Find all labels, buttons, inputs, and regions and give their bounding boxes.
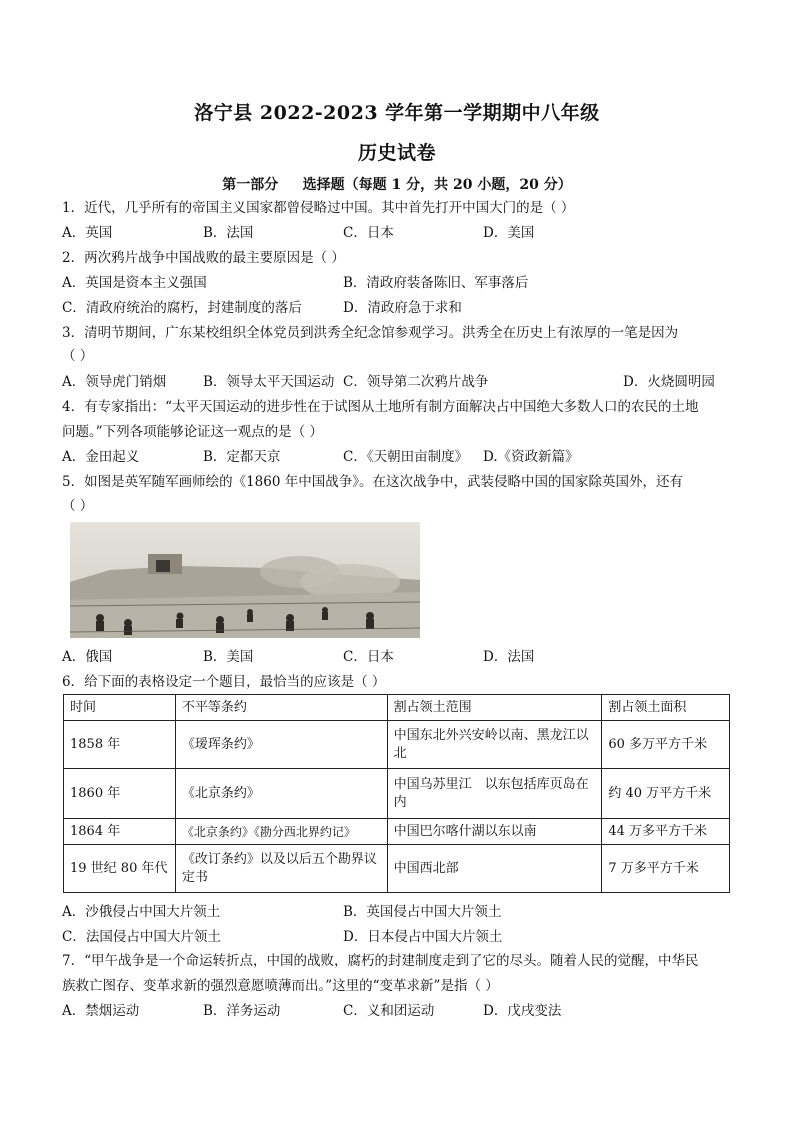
q1-option-d: D．美国	[483, 225, 535, 241]
q6-option-c: C．法国侵占中国大片领土	[62, 929, 221, 945]
q1-option-b: B．法国	[203, 225, 254, 241]
table-cell: 1860 年	[64, 769, 176, 819]
q2-option-c: C．清政府统治的腐朽，封建制度的落后	[62, 300, 302, 316]
question-5-stem: 5．如图是英军随军画师绘的《1860 年中国战争》。在这次战争中，武装侵略中国的国家除英国外，还有	[62, 474, 683, 490]
q7-option-a: A．禁烟运动	[62, 1003, 140, 1019]
table-header: 时间	[64, 695, 176, 721]
question-4-stem: 4．有专家指出：“太平天国运动的进步性在于试图从土地所有制方面解决占中国绝大多数人口的农民的土地	[62, 399, 699, 415]
q7-option-c: C．义和团运动	[343, 1003, 435, 1019]
q1-option-a: A．英国	[62, 225, 113, 241]
q2-option-d: D．清政府急于求和	[343, 300, 462, 316]
table-row	[64, 721, 730, 769]
q4-option-b: B．定都天京	[203, 449, 281, 465]
table-cell: 《北京条约》《勘分西北界约记》	[175, 819, 387, 845]
q4-option-a: A．金田起义	[62, 449, 140, 465]
table-header: 割占领土面积	[602, 695, 730, 721]
question-2-stem: 2．两次鸦片战争中国战败的最主要原因是（ ）	[62, 250, 345, 266]
table-header: 不平等条约	[175, 695, 387, 721]
q5-option-a: A．俄国	[62, 649, 113, 665]
q2-option-b: B．清政府装备陈旧、军事落后	[343, 275, 529, 291]
q5-option-b: B．美国	[203, 649, 254, 665]
question-6-stem: 6．给下面的表格设定一个题目，最恰当的应该是（ ）	[62, 674, 386, 690]
table-header-row	[64, 695, 730, 721]
table-cell: 44 万多平方千米	[602, 819, 730, 845]
q3-option-a: A．领导虎门销烟	[62, 374, 167, 390]
table-cell: 7 万多平方千米	[602, 845, 730, 893]
war-illustration-sketch	[70, 522, 420, 638]
table-cell: 《改订条约》以及以后五个勘界议定书	[175, 845, 387, 893]
question-5-stem-cont: （ ）	[62, 498, 94, 514]
question-3-stem-cont: （ ）	[62, 348, 94, 364]
q4-option-d: D.《资政新篇》	[483, 449, 579, 465]
exam-subject: 历史试卷	[357, 142, 436, 164]
q5-option-c: C．日本	[343, 649, 394, 665]
table-row	[64, 819, 730, 845]
table-cell: 约 40 万平方千米	[602, 769, 730, 819]
war-illustration	[70, 522, 420, 638]
q5-option-d: D．法国	[483, 649, 535, 665]
table-cell: 中国乌苏里江 以东包括库页岛在内	[387, 769, 602, 819]
q3-option-d: D．火烧圆明园	[623, 374, 715, 390]
q6-option-d: D．日本侵占中国大片领土	[343, 929, 503, 945]
territory-table	[63, 694, 730, 893]
q7-option-b: B．洋务运动	[203, 1003, 281, 1019]
q3-option-b: B．领导太平天国运动	[203, 374, 335, 390]
question-4-stem-cont: 问题。”下列各项能够论证这一观点的是（ ）	[62, 424, 323, 440]
table-cell: 60 多万平方千米	[602, 721, 730, 769]
exam-title: 洛宁县 2022-2023 学年第一学期期中八年级	[194, 102, 600, 124]
question-3-stem: 3．清明节期间，广东某校组织全体党员到洪秀全纪念馆参观学习。洪秀全在历史上有浓厚的一笔是因为	[62, 325, 679, 341]
table-cell: 中国巴尔喀什湖以东以南	[387, 819, 602, 845]
section-heading: 第一部分 选择题（每题 1 分，共 20 小题，20 分）	[222, 177, 572, 193]
table-cell: 19 世纪 80 年代	[64, 845, 176, 893]
q3-option-c: C．领导第二次鸦片战争	[343, 374, 489, 390]
table-cell: 1858 年	[64, 721, 176, 769]
table-cell: 1864 年	[64, 819, 176, 845]
table-cell: 中国西北部	[387, 845, 602, 893]
table-row	[64, 845, 730, 893]
q7-option-d: D．戊戌变法	[483, 1003, 562, 1019]
table-cell: 《北京条约》	[175, 769, 387, 819]
q4-option-c: C．《天朝田亩制度》	[343, 449, 469, 465]
q1-option-c: C．日本	[343, 225, 394, 241]
table-cell: 《瑷珲条约》	[175, 721, 387, 769]
table-cell: 中国东北外兴安岭以南、黑龙江以北	[387, 721, 602, 769]
table-header: 割占领土范围	[387, 695, 602, 721]
q6-option-a: A．沙俄侵占中国大片领土	[62, 904, 221, 920]
q6-option-b: B．英国侵占中国大片领土	[343, 904, 502, 920]
q2-option-a: A．英国是资本主义强国	[62, 275, 207, 291]
question-7-stem-cont: 族救亡图存、变革求新的强烈意愿喷薄而出。”这里的“变革求新”是指（ ）	[62, 978, 499, 994]
question-1-stem: 1．近代，几乎所有的帝国主义国家都曾侵略过中国。其中首先打开中国大门的是（ ）	[62, 200, 575, 216]
table-row	[64, 769, 730, 819]
question-7-stem: 7．“甲午战争是一个命运转折点，中国的战败，腐朽的封建制度走到了它的尽头。随着人民的觉醒，中华民	[62, 953, 699, 969]
